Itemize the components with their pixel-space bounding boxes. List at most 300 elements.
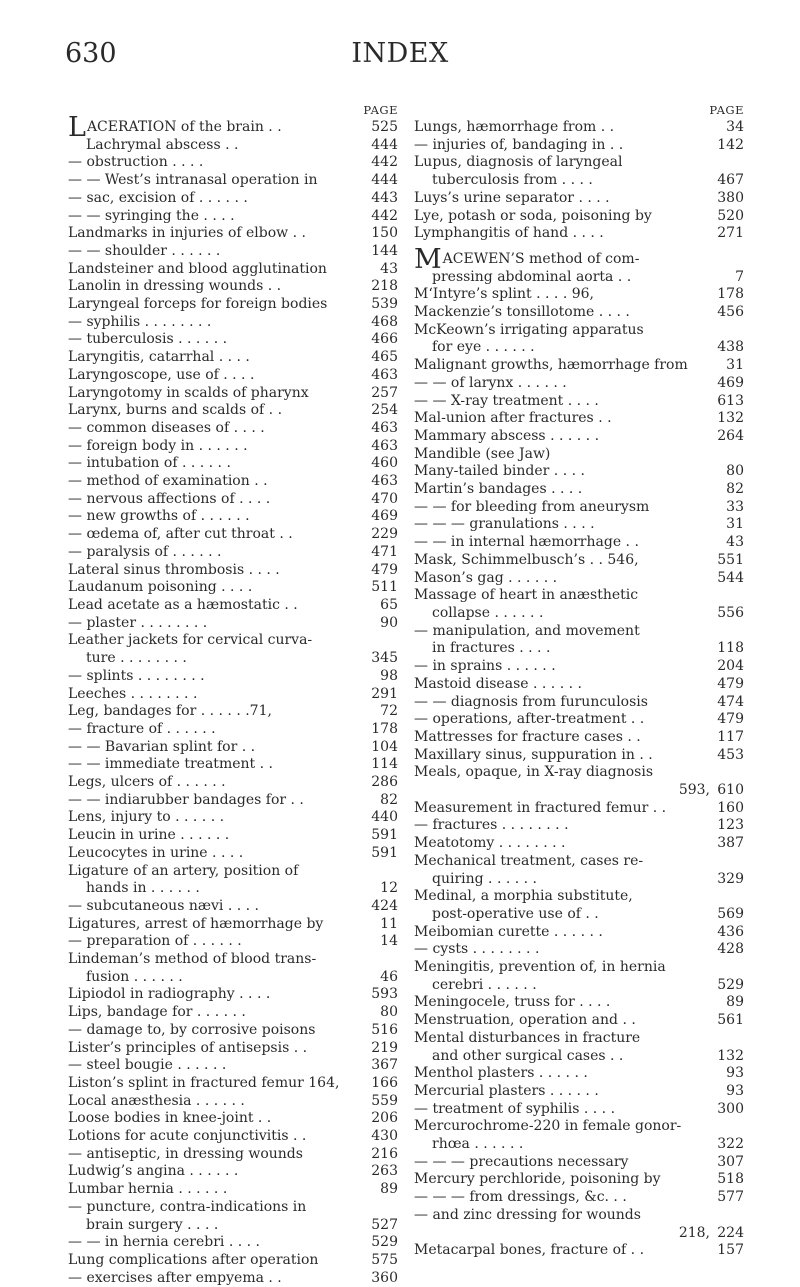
- index-entry-text: [68, 898, 259, 916]
- index-entry-label: — manipulation, and movement: [414, 622, 640, 639]
- index-entry: [68, 863, 398, 881]
- index-entry: [414, 375, 744, 393]
- index-entry: [68, 420, 398, 438]
- index-entry-label: in fractures . . . .: [432, 640, 551, 657]
- index-entry-text: [68, 1146, 303, 1164]
- index-entry-label: Metacarpal bones, fracture of . .: [414, 1242, 645, 1259]
- index-page-ref: 14: [380, 933, 398, 950]
- index-entry-text: [414, 552, 639, 570]
- index-page-ref: 80: [726, 463, 744, 480]
- index-entry: [414, 428, 744, 446]
- index-entry: [414, 286, 744, 304]
- index-entry-text: [68, 1093, 245, 1111]
- index-entry: [414, 243, 744, 275]
- index-page-ref: 118: [717, 640, 744, 657]
- index-entry-text: [414, 1101, 615, 1119]
- index-entry-label: — — Bavarian splint for . .: [68, 738, 256, 755]
- page-column-label: PAGE: [363, 103, 398, 117]
- index-entry: [414, 1225, 744, 1243]
- index-entry: [414, 888, 744, 906]
- index-entry-label: Luys’s urine separator . . . .: [414, 189, 610, 206]
- index-entry-label: Ludwig’s angina . . . . . .: [68, 1163, 239, 1180]
- index-entry: [68, 473, 398, 491]
- index-entry: [414, 959, 744, 977]
- index-entry: [68, 296, 398, 314]
- index-entry-label: Lead acetate as a hæmostatic . .: [68, 596, 298, 613]
- index-entry: [68, 154, 398, 172]
- index-entry-label: hands in . . . . . .: [86, 880, 200, 897]
- index-page-ref: 575: [371, 1252, 398, 1268]
- index-entry-text: [68, 1075, 339, 1093]
- index-entry-label: Lymphangitis of hand . . . .: [414, 225, 604, 242]
- index-entry: [414, 225, 744, 243]
- index-entry: [68, 650, 398, 668]
- index-entry-text: [68, 703, 272, 721]
- index-entry: [414, 640, 744, 658]
- index-page-ref: 479: [717, 675, 744, 692]
- index-entry-label: — treatment of syphilis . . . .: [414, 1100, 616, 1117]
- index-entry-text: [414, 853, 643, 871]
- index-entry-label: Landmarks in injuries of elbow . .: [68, 225, 306, 242]
- index-entry: [414, 190, 744, 208]
- page-column-label: PAGE: [709, 103, 744, 117]
- index-entry: [414, 1065, 744, 1083]
- index-entry: [414, 817, 744, 835]
- index-entry-label: — puncture, contra-indications in: [68, 1198, 307, 1215]
- index-entry: [68, 1252, 398, 1270]
- index-entry-text: [414, 587, 638, 605]
- index-entry-label: Meningitis, prevention of, in hernia: [414, 959, 666, 976]
- index-page-ref: 224: [717, 1224, 744, 1241]
- index-entry-label: Lung complications after operation: [68, 1252, 319, 1268]
- index-entry-label: Mal-union after fractures . .: [414, 410, 612, 427]
- index-entry-label: — splints . . . . . . . .: [68, 667, 205, 684]
- index-entry-text: [414, 800, 666, 818]
- index-entry-label: — — — granulations . . . .: [414, 516, 595, 533]
- index-entry-text: [68, 385, 309, 403]
- index-entry-text: [68, 916, 323, 934]
- index-entry: [68, 562, 398, 580]
- index-page-ref: 178: [717, 286, 744, 303]
- index-entry-text: [68, 969, 183, 987]
- index-entry: [414, 1083, 744, 1101]
- index-entry-text: [414, 428, 599, 446]
- index-entry-label: Mattresses for fracture cases . .: [414, 728, 641, 745]
- index-entry-text: [414, 1242, 644, 1260]
- index-page-ref: 442: [371, 207, 398, 224]
- index-entry-text: [414, 623, 640, 641]
- index-entry: [68, 721, 398, 739]
- index-entry: [414, 835, 744, 853]
- index-page-ref: 254: [371, 402, 398, 419]
- index-entry-label: Lens, injury to . . . . . .: [68, 809, 225, 826]
- index-entry-label: Mercurial plasters . . . . . .: [414, 1082, 599, 1099]
- index-entry-label: — — indiarubber bandages for . .: [68, 791, 304, 808]
- index-page-ref: 380: [717, 189, 744, 206]
- index-entry: [68, 933, 398, 951]
- index-page-ref: 178: [371, 720, 398, 737]
- index-entry-label: Ligature of an artery, position of: [68, 862, 299, 879]
- index-entry-label: — steel bougie . . . . . .: [68, 1057, 227, 1074]
- index-entry-label: and other surgical cases . .: [432, 1047, 624, 1064]
- index-entry-text: [68, 668, 205, 686]
- index-entry-label: Laryngitis, catarrhal . . . .: [68, 349, 250, 366]
- index-entry: [414, 1136, 744, 1154]
- index-page-ref: 89: [726, 994, 744, 1011]
- index-entry-label: — tuberculosis . . . . . .: [68, 331, 228, 348]
- index-page-ref: 11: [380, 915, 398, 932]
- index-entry: [68, 632, 398, 650]
- index-entry-text: [68, 579, 252, 597]
- index-entry: [414, 1242, 744, 1260]
- index-page-ref: 444: [371, 172, 398, 189]
- index-entry-text: [68, 526, 293, 544]
- index-entry-text: [68, 314, 211, 332]
- index-entry-label: McKeown’s irrigating apparatus: [414, 321, 644, 338]
- index-page-ref: 613: [717, 392, 744, 409]
- index-page-ref: 442: [371, 154, 398, 171]
- index-entry-label: — injuries of, bandaging in . .: [414, 136, 624, 153]
- index-entry-label: — nervous affections of . . . .: [68, 490, 271, 507]
- index-entry-label: — — diagnosis from furunculosis: [414, 693, 648, 710]
- index-page-ref: 72: [380, 703, 398, 720]
- index-entry-text: [68, 880, 200, 898]
- index-entry-text: [414, 959, 666, 977]
- index-entry-label: — fractures . . . . . . . .: [414, 817, 569, 834]
- index-entry-label: Leucocytes in urine . . . .: [68, 844, 244, 861]
- page-number: 630: [65, 38, 117, 69]
- index-entry-label: for eye . . . . . .: [432, 339, 535, 356]
- index-entry-text: [414, 1189, 627, 1207]
- index-entry-text: [414, 1012, 636, 1030]
- index-page-ref: 443: [371, 189, 398, 206]
- index-entry-label: Martin’s bandages . . . .: [414, 481, 583, 498]
- index-page-ref: 12: [380, 880, 398, 897]
- index-entry-label: Mastoid disease . . . . . .: [414, 675, 582, 692]
- index-entry-label: Mason’s gag . . . . . .: [414, 569, 558, 586]
- index-entry-text: [68, 172, 318, 190]
- index-entry: [414, 269, 744, 287]
- index-page-ref: 166: [371, 1074, 398, 1091]
- index-entry-text: [414, 729, 641, 747]
- index-entry: [68, 739, 398, 757]
- index-entry: [414, 871, 744, 889]
- index-entry-label: Mercurochrome-220 in female gonor-: [414, 1118, 682, 1135]
- index-page-ref: 123: [717, 817, 744, 834]
- index-entry: [68, 1022, 398, 1040]
- index-entry-text: [414, 357, 688, 375]
- index-entry-label: Laryngotomy in scalds of pharynx: [68, 384, 309, 401]
- index-page-ref: 539: [371, 296, 398, 313]
- index-page-ref: 144: [371, 242, 398, 259]
- index-entry-label: — cysts . . . . . . . .: [414, 941, 540, 958]
- index-entry: [68, 1075, 398, 1093]
- index-entry-label: tuberculosis from . . . .: [432, 172, 593, 189]
- index-entry-label: — new growths of . . . . . .: [68, 508, 250, 525]
- index-page-ref: 31: [726, 516, 744, 533]
- index-entry: [414, 1048, 744, 1066]
- index-entry-label: Lindeman’s method of blood trans-: [68, 951, 317, 968]
- index-entry-text: [68, 349, 250, 367]
- index-page-ref: 525: [371, 119, 398, 135]
- index-entry-text: [68, 455, 231, 473]
- index-page-ref: 367: [371, 1057, 398, 1074]
- index-page-ref: 300: [717, 1100, 744, 1117]
- index-entry-text: [414, 446, 550, 464]
- index-page-ref: 577: [717, 1189, 744, 1206]
- index-entry-label: Meningocele, truss for . . . .: [414, 994, 611, 1011]
- index-entry-text: [68, 1004, 246, 1022]
- index-entry-label: — — immediate treatment . .: [68, 756, 273, 773]
- index-entry: [414, 119, 744, 137]
- index-entry: [68, 455, 398, 473]
- index-entry-text: [68, 1057, 226, 1075]
- index-entry: [414, 304, 744, 322]
- index-page-ref: 463: [371, 419, 398, 436]
- index-entry: [68, 792, 398, 810]
- index-page-ref: 436: [717, 923, 744, 940]
- index-entry-text: [68, 615, 207, 633]
- index-entry-label: — syphilis . . . . . . . .: [68, 313, 212, 330]
- index-entry: [414, 172, 744, 190]
- index-entry-text: [414, 304, 630, 322]
- index-entry-label: — damage to, by corrosive poisons: [68, 1021, 316, 1038]
- index-entry-label: — operations, after-treatment . .: [414, 711, 645, 728]
- index-page-ref: 468: [371, 313, 398, 330]
- index-entry-label: Mammary abscess . . . . . .: [414, 427, 600, 444]
- index-entry-text: [414, 1136, 523, 1154]
- index-entry-text: [414, 499, 649, 517]
- index-entry: [414, 676, 744, 694]
- index-page-ref: 471: [371, 543, 398, 560]
- index-page-ref: 157: [717, 1242, 744, 1259]
- index-entry-text: [414, 605, 543, 623]
- index-entry: [414, 994, 744, 1012]
- index-entry: [414, 1012, 744, 1030]
- index-entry-text: [68, 137, 238, 155]
- index-page-ref: 544: [717, 569, 744, 586]
- index-entry-text: [414, 1118, 681, 1136]
- index-entry-label: — common diseases of . . . .: [68, 419, 265, 436]
- index-page-ref: 479: [717, 711, 744, 728]
- index-entry-text: [414, 676, 582, 694]
- index-entry-label: ACERATION of the brain . .: [86, 119, 282, 135]
- index-page-ref: 479: [371, 561, 398, 578]
- index-page-ref: 216: [371, 1145, 398, 1162]
- index-entry: [414, 623, 744, 641]
- index-entry: [414, 481, 744, 499]
- index-page-ref: 463: [371, 366, 398, 383]
- index-entry-label: — foreign body in . . . . . .: [68, 437, 248, 454]
- index-entry: [68, 1093, 398, 1111]
- index-entry-text: [414, 154, 622, 172]
- index-entry-text: [414, 393, 599, 411]
- index-entry-label: Leucin in urine . . . . . .: [68, 827, 230, 844]
- index-entry-text: [68, 296, 327, 314]
- index-entry-label: Lupus, diagnosis of laryngeal: [414, 154, 623, 171]
- index-entry: [414, 357, 744, 375]
- index-entry: [414, 410, 744, 428]
- index-entry: [68, 845, 398, 863]
- index-page-ref: 511: [371, 579, 398, 596]
- index-entry-label: Malignant growths, hæmorrhage from: [414, 357, 688, 374]
- index-entry: [68, 986, 398, 1004]
- index-entry-text: [68, 951, 316, 969]
- index-page-ref: 529: [717, 976, 744, 993]
- index-entry: [68, 137, 398, 155]
- index-entry-label: 218,: [678, 1224, 710, 1241]
- index-entry-label: — — for bleeding from aneurysm: [414, 498, 650, 515]
- index-page-ref: 520: [717, 207, 744, 224]
- index-entry-label: — œdema of, after cut throat . .: [68, 526, 293, 543]
- index-entry-label: — — shoulder . . . . . .: [68, 242, 221, 259]
- index-page-ref: 46: [380, 968, 398, 985]
- index-page-ref: 551: [717, 551, 744, 568]
- index-entry: [414, 1207, 744, 1225]
- index-entry-text: [414, 516, 595, 534]
- index-entry: [414, 747, 744, 765]
- index-page-ref: 529: [371, 1234, 398, 1251]
- index-entry: [68, 1270, 398, 1287]
- index-entry-label: Menthol plasters . . . . . .: [414, 1065, 588, 1082]
- index-entry: [414, 393, 744, 411]
- index-page-ref: 463: [371, 473, 398, 490]
- index-entry-text: [68, 809, 224, 827]
- index-entry-label: Menstruation, operation and . .: [414, 1012, 636, 1029]
- index-entry-label: quiring . . . . . .: [432, 870, 538, 887]
- drop-capital: L: [68, 112, 86, 143]
- index-entry: [68, 349, 398, 367]
- index-entry-label: — — in internal hæmorrhage . .: [414, 534, 639, 551]
- index-page-ref: 90: [380, 614, 398, 631]
- index-page-ref: 65: [380, 596, 398, 613]
- index-entry-label: Local anæsthesia . . . . . .: [68, 1092, 245, 1109]
- index-entry: [68, 703, 398, 721]
- index-page-ref: 440: [371, 809, 398, 826]
- index-entry: [68, 1146, 398, 1164]
- index-page-ref: 438: [717, 339, 744, 356]
- index-page-ref: 206: [371, 1110, 398, 1127]
- index-entry-text: [68, 1252, 318, 1270]
- index-entry-text: [414, 977, 537, 995]
- index-entry: [414, 782, 744, 800]
- index-entry: [414, 1118, 744, 1136]
- index-entry-text: [68, 367, 254, 385]
- index-page-ref: 132: [717, 410, 744, 427]
- index-entry-text: [68, 863, 298, 881]
- index-entry-label: Massage of heart in anæsthetic: [414, 587, 639, 604]
- index-entry-label: Lungs, hæmorrhage from . .: [414, 119, 615, 135]
- index-page-ref: 518: [717, 1171, 744, 1188]
- index-entry-label: Laryngeal forceps for foreign bodies: [68, 296, 328, 313]
- index-page-ref: 591: [371, 827, 398, 844]
- index-entry: [414, 534, 744, 552]
- index-page-ref: 132: [717, 1047, 744, 1064]
- index-entry-label: — exercises after empyema . .: [68, 1269, 282, 1286]
- index-entry: [414, 800, 744, 818]
- index-entry-text: [414, 658, 556, 676]
- index-entry: [68, 331, 398, 349]
- index-entry-text: [414, 269, 631, 287]
- index-entry-text: [414, 871, 537, 889]
- index-entry: [68, 1040, 398, 1058]
- index-entry-label: Leeches . . . . . . . .: [68, 685, 198, 702]
- index-page-ref: 7: [735, 268, 744, 285]
- index-entry-text: [68, 154, 203, 172]
- index-entry-label: ture . . . . . . . .: [86, 650, 187, 667]
- index-entry: [68, 756, 398, 774]
- index-entry-label: — sac, excision of . . . . . .: [68, 189, 248, 206]
- index-entry-text: [414, 137, 623, 155]
- index-entry-text: [414, 225, 604, 243]
- index-page-ref: 345: [371, 650, 398, 667]
- index-page-ref: 142: [717, 136, 744, 153]
- index-entry-label: — — of larynx . . . . . .: [414, 374, 567, 391]
- index-page-ref: 257: [371, 384, 398, 401]
- index-entry: [414, 137, 744, 155]
- index-page-ref: 428: [717, 941, 744, 958]
- index-entry: [68, 579, 398, 597]
- index-entry: [414, 658, 744, 676]
- index-entry-label: Lotions for acute conjunctivitis . .: [68, 1128, 307, 1145]
- index-entry-label: collapse . . . . . .: [432, 604, 544, 621]
- index-entry: [68, 402, 398, 420]
- index-entry: [68, 243, 398, 261]
- index-entry: [414, 1030, 744, 1048]
- index-page-ref: 559: [371, 1092, 398, 1109]
- index-entry-label: Larynx, burns and scalds of . .: [68, 402, 283, 419]
- index-page-ref: 150: [371, 225, 398, 242]
- index-entry-label: Lumbar hernia . . . . . .: [68, 1181, 228, 1198]
- index-page-ref: 474: [717, 693, 744, 710]
- index-entry-label: Mandible (see Jaw): [414, 445, 551, 462]
- index-page-ref: 469: [371, 508, 398, 525]
- index-entry: [414, 729, 744, 747]
- index-entry: [68, 668, 398, 686]
- index-page-ref: 219: [371, 1039, 398, 1056]
- index-page-ref: 593: [371, 986, 398, 1003]
- index-entry-label: Laudanum poisoning . . . .: [68, 579, 253, 596]
- index-entry-label: — obstruction . . . .: [68, 154, 204, 171]
- index-entry-label: brain surgery . . . .: [86, 1216, 219, 1233]
- index-entry-text: [68, 845, 243, 863]
- index-entry-label: Meibomian curette . . . . . .: [414, 923, 603, 940]
- index-entry: [68, 1217, 398, 1235]
- index-entry-text: [68, 650, 187, 668]
- index-entry-text: [68, 331, 227, 349]
- index-entry-text: [68, 112, 282, 143]
- index-entry: [68, 969, 398, 987]
- index-entry: [414, 552, 744, 570]
- index-entry: [68, 385, 398, 403]
- index-page-ref: 470: [371, 490, 398, 507]
- index-entry-text: [68, 1181, 227, 1199]
- index-page-ref: 218: [371, 278, 398, 295]
- index-entry: [414, 906, 744, 924]
- index-page-ref: 43: [726, 534, 744, 551]
- index-page-ref: 34: [726, 119, 744, 135]
- index-entry-label: post-operative use of . .: [432, 905, 599, 922]
- index-entry-label: Medinal, a morphia substitute,: [414, 888, 633, 905]
- index-entry-text: [414, 1083, 599, 1101]
- index-page-ref: 387: [717, 835, 744, 852]
- index-entry-label: Measurement in fractured femur . .: [414, 799, 667, 816]
- index-entry-text: [68, 792, 304, 810]
- index-entry-label: Mackenzie’s tonsillotome . . . .: [414, 304, 630, 321]
- index-entry: [68, 827, 398, 845]
- index-entry-label: Mechanical treatment, cases re-: [414, 852, 644, 869]
- index-entry-text: [679, 782, 710, 800]
